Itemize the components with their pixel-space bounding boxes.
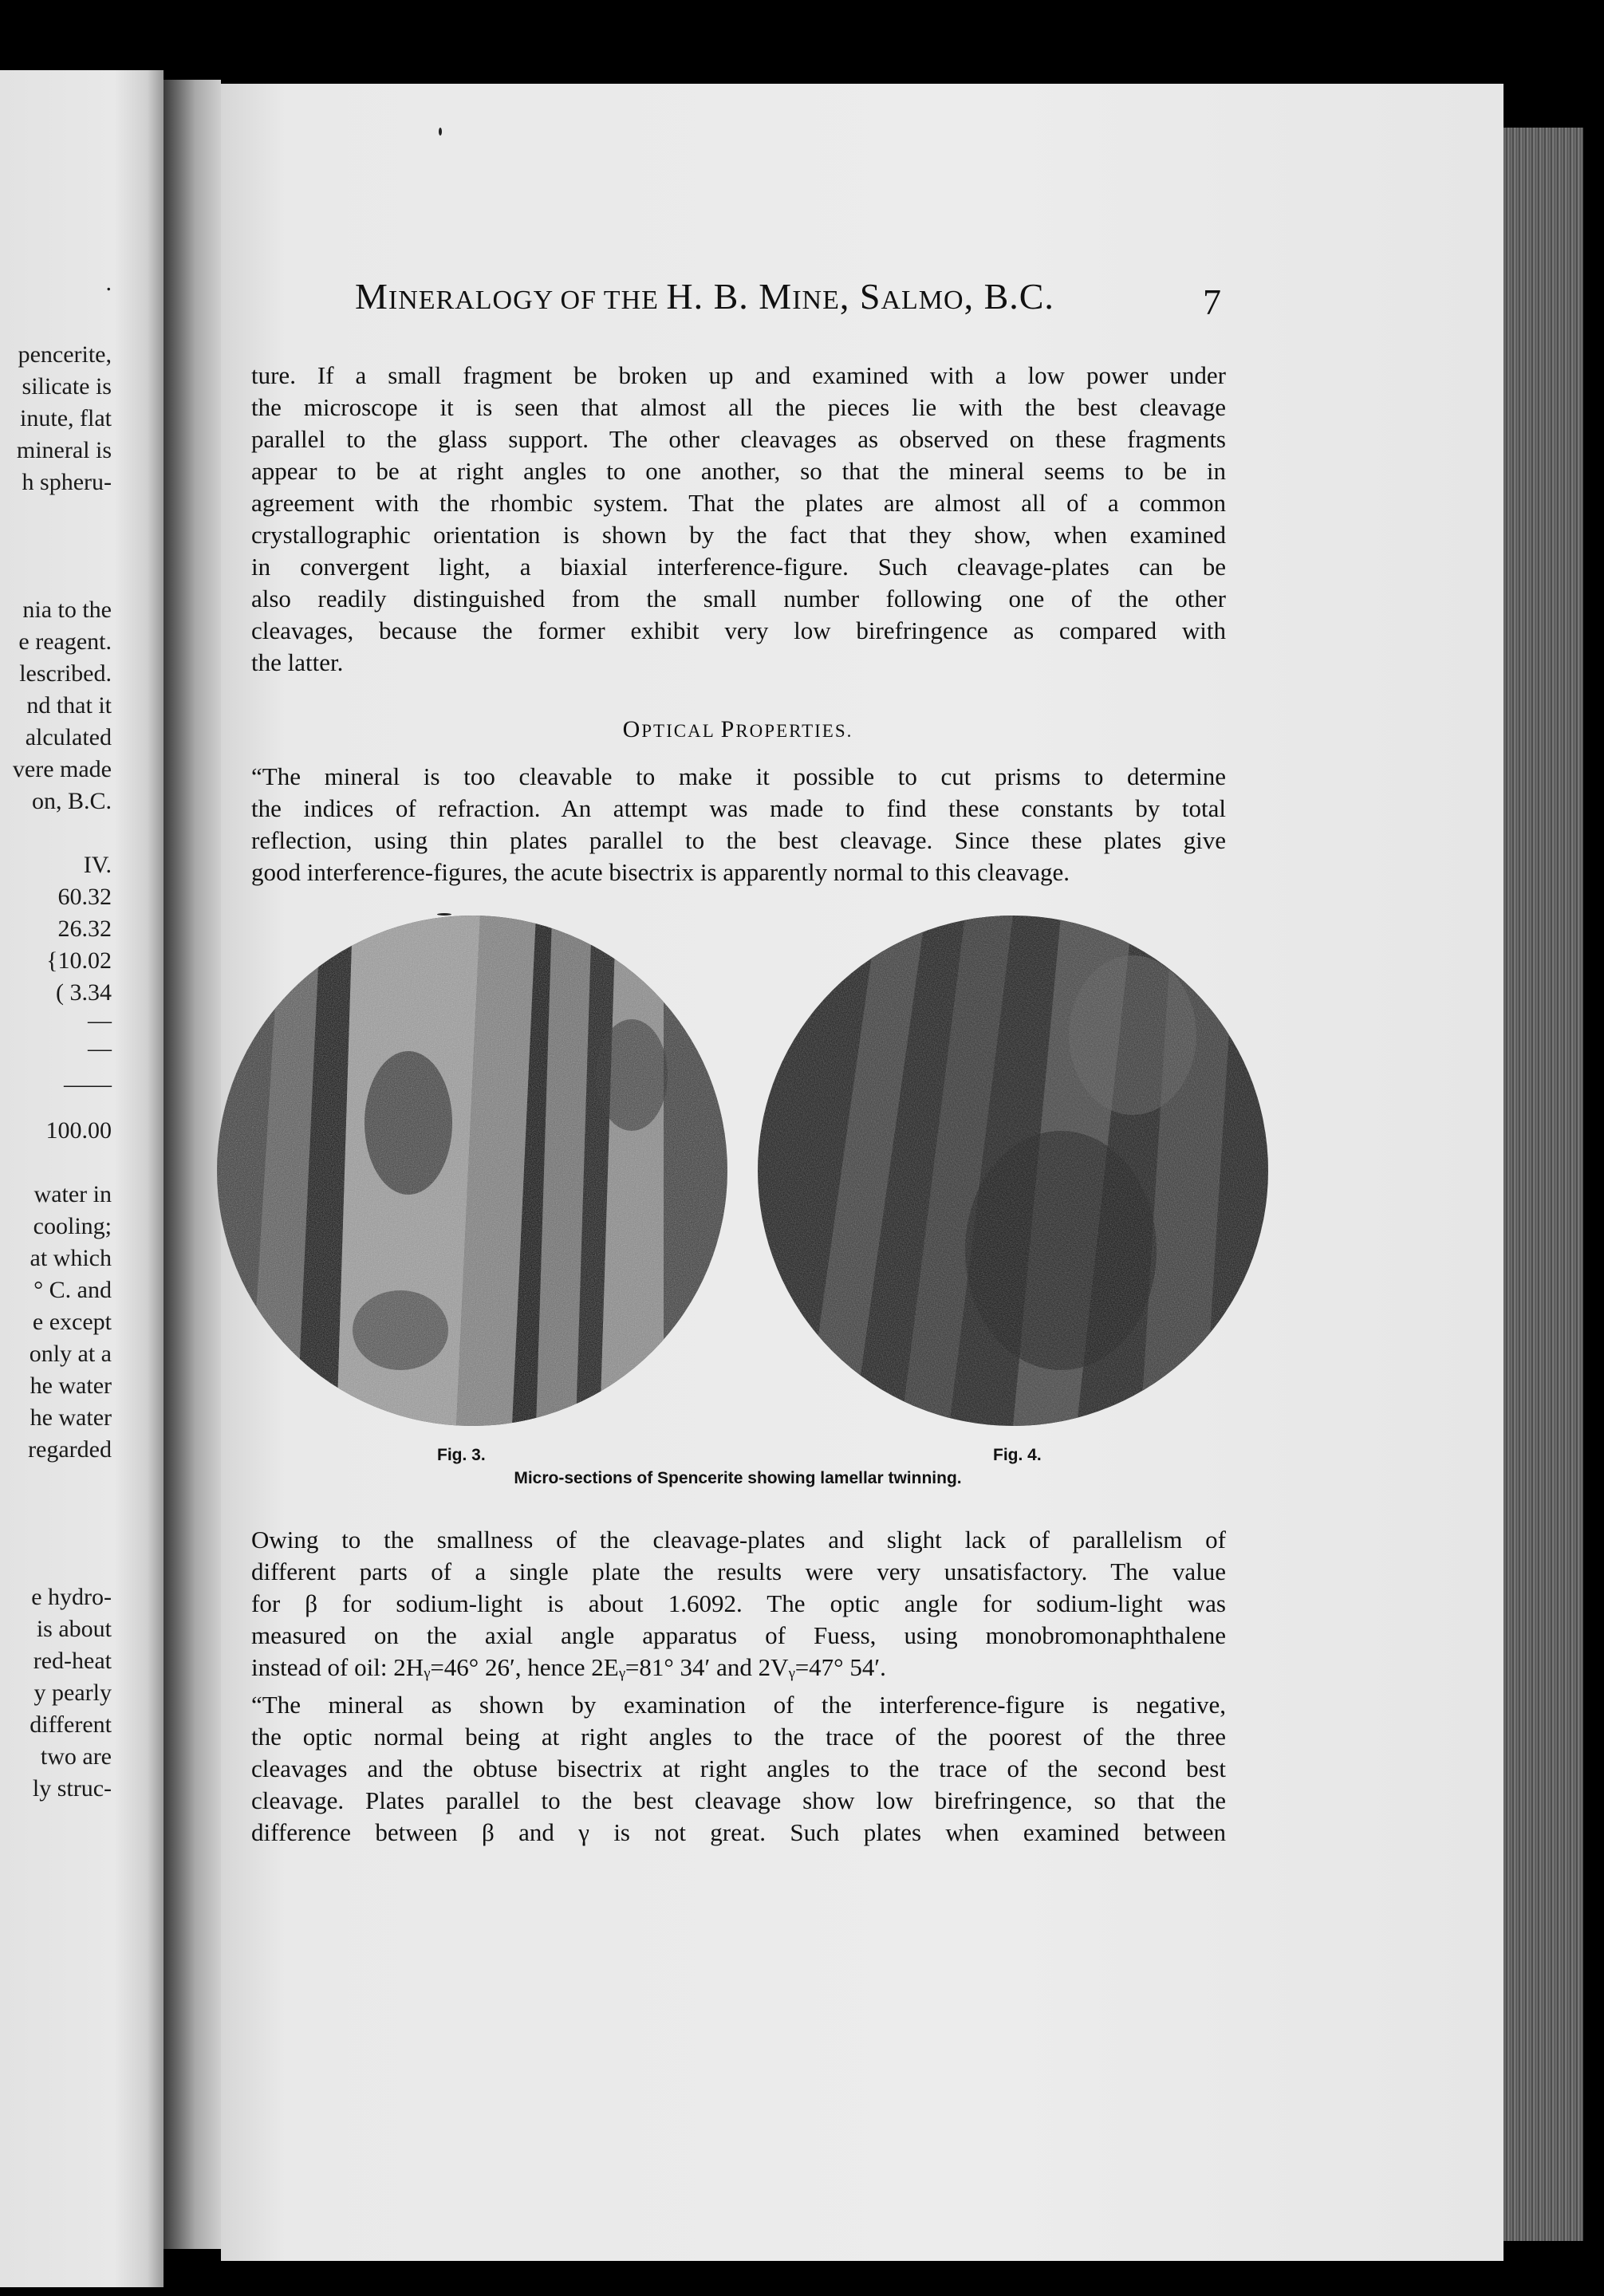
figure-caption: Micro-sections of Spencerite showing lamellar twinning.	[514, 1469, 962, 1487]
left-page-line: regarded	[28, 1436, 112, 1463]
body-line: the optic normal being at right angles to the trace of the poorest of the three	[251, 1723, 1226, 1751]
left-page-line: two are	[40, 1743, 112, 1770]
scan-speck	[439, 128, 442, 136]
body-line: in convergent light, a biaxial interference-figure. Such cleavage-plates can be	[251, 553, 1226, 581]
heading-part: P	[720, 716, 736, 742]
body-line: measured on the axial angle apparatus of Fuess, using monobromonaphthalene	[251, 1621, 1226, 1649]
body-line: cleavages, because the former exhibit very low birefringence as compared with	[251, 616, 1226, 644]
body-line: “The mineral as shown by examination of the interference-figure is negative,	[251, 1691, 1226, 1719]
heading-part: ROPERTIES.	[735, 721, 853, 741]
left-page-line: —	[88, 1007, 112, 1034]
left-page-line: different	[30, 1711, 112, 1738]
fig-3-label: Fig. 3.	[437, 1446, 486, 1464]
left-page-line: {10.02	[46, 947, 112, 974]
left-page-line: 60.32	[57, 884, 112, 910]
running-head-part: M	[355, 276, 388, 317]
left-page-line: lescribed.	[19, 660, 112, 687]
running-head-part: H. B. M	[666, 276, 793, 317]
left-page-line: e except	[32, 1309, 112, 1335]
left-page-line: alculated	[25, 724, 112, 750]
left-page-line: pencerite,	[18, 341, 112, 368]
scan-speck	[437, 913, 451, 916]
heading-part: O	[622, 716, 642, 742]
running-head-part: , S	[839, 276, 881, 317]
left-page-line: vere made	[12, 756, 112, 782]
body-line: the microscope it is seen that almost all the pieces lie with the best cleavage	[251, 393, 1226, 421]
left-page-line: he water	[30, 1404, 112, 1431]
left-page-line: IV.	[83, 852, 112, 878]
left-page-line: —	[88, 1035, 112, 1061]
body-line: for β for sodium-light is about 1.6092. The optic angle for sodium-light was	[251, 1589, 1226, 1617]
running-head-part: , B.C.	[964, 276, 1054, 317]
micrograph-fig-3-image	[217, 916, 727, 1426]
body-line: cleavage. Plates parallel to the best cleavage show low birefringence, so that the	[251, 1786, 1226, 1814]
running-head-part: ALMO	[881, 286, 964, 315]
left-page-line: ——	[64, 1071, 112, 1097]
heading-part: PTICAL	[641, 721, 721, 741]
body-line: crystallographic orientation is shown by the fact that they show, when examined	[251, 521, 1226, 549]
page-edges	[1504, 128, 1583, 2241]
body-line: different parts of a single plate the results were very unsatisfactory. The value	[251, 1558, 1226, 1585]
left-page-line: h spheru-	[22, 469, 112, 495]
body-line: the latter.	[251, 648, 344, 676]
body-line: difference between β and γ is not great. Such plates when examined between	[251, 1818, 1226, 1846]
body-line: good interference-figures, the acute bisectrix is apparently normal to this cleavage.	[251, 858, 1070, 886]
body-line: agreement with the rhombic system. That the plates are almost all of a common	[251, 489, 1226, 517]
book-gutter	[164, 80, 221, 2249]
page-number: 7	[1203, 282, 1221, 322]
body-line: appear to be at right angles to one another, so that the mineral seems to be in	[251, 457, 1226, 485]
left-page-line: .	[105, 270, 112, 296]
left-page-line: is about	[36, 1616, 112, 1642]
left-page-line: ly struc-	[32, 1775, 112, 1802]
left-page-line: red-heat	[33, 1648, 112, 1674]
micrograph-fig-3	[217, 916, 727, 1426]
left-page-line: e hydro-	[31, 1584, 112, 1610]
left-page-line: silicate is	[22, 373, 112, 400]
running-head	[355, 275, 1240, 317]
fig-4-label: Fig. 4.	[993, 1446, 1042, 1464]
running-head-part: INE	[792, 286, 840, 315]
left-page-line: water in	[33, 1181, 112, 1207]
body-line: reflection, using thin plates parallel to the best cleavage. Since these plates give	[251, 826, 1226, 854]
left-page-line: he water	[30, 1372, 112, 1399]
left-page	[0, 70, 164, 2287]
left-page-line: at which	[30, 1245, 112, 1271]
body-line: Owing to the smallness of the cleavage-plates and slight lack of parallelism of	[251, 1526, 1226, 1554]
body-line: the indices of refraction. An attempt was made to find these constants by total	[251, 794, 1226, 822]
body-line: cleavages and the obtuse bisectrix at right angles to the trace of the second best	[251, 1754, 1226, 1782]
left-page-line: only at a	[29, 1341, 112, 1367]
micrograph-fig-4-image	[758, 916, 1268, 1426]
left-page-line: ° C. and	[33, 1277, 112, 1303]
left-page-line: nia to the	[22, 597, 112, 623]
micrograph-fig-4	[758, 916, 1268, 1426]
body-line: “The mineral is too cleavable to make it possible to cut prisms to determine	[251, 762, 1226, 790]
running-head-part: INERALOGY OF THE	[388, 286, 667, 315]
left-page-line: ( 3.34	[56, 979, 112, 1006]
left-page-line: y pearly	[33, 1680, 112, 1706]
left-page-line: 26.32	[57, 916, 112, 942]
left-page-line: on, B.C.	[31, 788, 112, 814]
left-page-line: 100.00	[45, 1117, 112, 1144]
section-heading	[0, 716, 1476, 743]
body-line: instead of oil: 2Hᵧ=46° 26′, hence 2Eᵧ=81° 34′ and 2Vᵧ=47° 54′.	[251, 1653, 886, 1681]
body-line: ture. If a small fragment be broken up and examined with a low power under	[251, 361, 1226, 389]
left-page-line: nd that it	[26, 692, 112, 719]
left-page-line: inute, flat	[20, 405, 112, 431]
body-line: parallel to the glass support. The other cleavages as observed on these fragments	[251, 425, 1226, 453]
left-page-line: mineral is	[16, 437, 112, 463]
left-page-line: e reagent.	[18, 628, 112, 655]
left-page-line: cooling;	[33, 1213, 112, 1239]
body-line: also readily distinguished from the small number following one of the other	[251, 585, 1226, 612]
